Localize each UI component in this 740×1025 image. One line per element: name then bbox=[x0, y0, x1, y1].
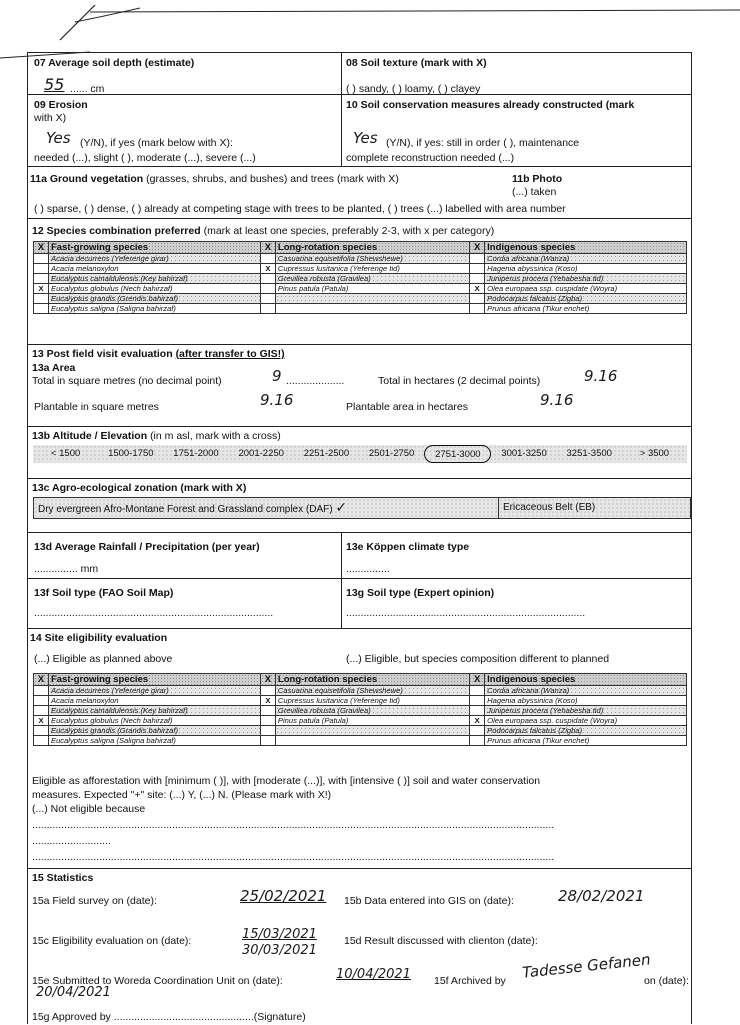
species14-species-long: Grevillea robusta (Gravilea) bbox=[275, 706, 469, 716]
s15e-value[interactable]: 10/04/2021 bbox=[336, 967, 411, 982]
s07-value[interactable]: 55 bbox=[44, 75, 65, 94]
species14-species-fast: Acacia melanoxylon bbox=[49, 696, 261, 706]
species12-species-long: Pinus patula (Patula) bbox=[275, 284, 469, 294]
s07-label: 07 Average soil depth (estimate) bbox=[34, 57, 195, 69]
s13a-plant-m2-label: Plantable in square metres bbox=[34, 401, 159, 413]
species14-species-indig: Juniperus procera (Yehabesha tid) bbox=[485, 706, 687, 716]
s14-dots-3[interactable]: ................................................................................................................................................................................... bbox=[32, 851, 555, 863]
species14-species-long: Casuarina equisetifolia (Shewshewe) bbox=[275, 686, 469, 696]
s10-line1: (Y/N), if yes: still in order ( ), maintenance bbox=[386, 137, 580, 149]
s10-label: 10 Soil conservation measures already constructed (mark bbox=[346, 99, 635, 111]
species12-row bbox=[34, 284, 687, 294]
species14-header-x-2: X bbox=[260, 674, 275, 686]
species14-species-fast: Acacia decurrens (Yeferenge girar) bbox=[49, 686, 261, 696]
row-14 bbox=[28, 628, 691, 869]
species12-mark-cell[interactable] bbox=[34, 264, 49, 274]
species14-species-long: Pinus patula (Patula) bbox=[275, 716, 469, 726]
species14-mark-cell[interactable]: X bbox=[260, 696, 275, 706]
s15a-label: 15a Field survey on (date): bbox=[32, 895, 157, 907]
s14-opt2[interactable]: (...) Eligible, but species composition different to planned bbox=[346, 653, 610, 665]
species14-species-fast: Eucalyptus saligna (Saligna bahirzaf) bbox=[49, 736, 261, 746]
species14-species-fast: Eucalyptus grandis (Grandis bahirzaf) bbox=[49, 726, 261, 736]
row-13a bbox=[28, 344, 691, 427]
species12-species-fast: Eucalyptus grandis (Grendis bahirzaf) bbox=[49, 294, 261, 304]
s15f-on: on (date): bbox=[644, 975, 689, 987]
altitude-option[interactable]: 2751-3000 bbox=[424, 445, 491, 463]
species14-mark-cell[interactable] bbox=[34, 696, 49, 706]
s13c-label: 13c Agro-ecological zonation (mark with X) bbox=[32, 482, 247, 494]
s15c-value2[interactable]: 30/03/2021 bbox=[242, 943, 317, 958]
s08-label: 08 Soil texture (mark with X) bbox=[346, 57, 487, 69]
dots: .................... bbox=[286, 375, 345, 387]
species12-species-long bbox=[275, 294, 469, 304]
species12-mark-cell[interactable]: X bbox=[34, 284, 49, 294]
species12-mark-cell[interactable] bbox=[260, 274, 275, 284]
species12-row bbox=[34, 304, 687, 314]
s14-afforest1: Eligible as afforestation with [minimum ( )], with [moderate (...)], with [intensive ( )] soil and water conservation bbox=[32, 775, 541, 787]
s13a-total-ha[interactable]: 9.16 bbox=[584, 367, 618, 385]
species12-species-fast: Eucalyptus globulus (Nech bahirzaf) bbox=[49, 284, 261, 294]
s12-heading: 12 Species combination preferred (mark at least one species, preferably 2-3, with x per category) bbox=[32, 225, 495, 237]
row-07-08 bbox=[28, 52, 691, 95]
species12-species-indig: Juniperus procera (Yehabesha tid) bbox=[485, 274, 687, 284]
s15e-value2[interactable]: 20/04/2021 bbox=[36, 985, 111, 1000]
row-13d-13e bbox=[28, 532, 691, 579]
altitude-option[interactable]: 2251-2500 bbox=[303, 448, 350, 459]
species12-species-indig: Cordia africana (Wanza) bbox=[485, 254, 687, 264]
species14-mark-cell[interactable] bbox=[470, 686, 485, 696]
species14-row bbox=[34, 716, 687, 726]
s13a-label: 13a Area bbox=[32, 362, 76, 374]
species12-species-fast: Acacia decurrens (Yeferenge girar) bbox=[49, 254, 261, 264]
s15d-label: 15d Result discussed with clienton (date): bbox=[344, 935, 538, 947]
s15c-label: 15c Eligibility evaluation on (date): bbox=[32, 935, 192, 947]
species14-species-long bbox=[275, 736, 469, 746]
s13d-label: 13d Average Rainfall / Precipitation (per year) bbox=[34, 541, 260, 553]
altitude-option[interactable]: 1500-1750 bbox=[108, 448, 154, 459]
species12-mark-cell[interactable] bbox=[470, 264, 485, 274]
s13a-plant-ha[interactable]: 9.16 bbox=[540, 391, 574, 409]
species14-row bbox=[34, 726, 687, 736]
row-13f-13g bbox=[28, 578, 691, 629]
s13d-value[interactable]: ............... mm bbox=[34, 563, 99, 575]
species14-header-x-4: X bbox=[470, 674, 485, 686]
s13b-heading: 13b Altitude / Elevation (in m asl, mark with a cross) bbox=[32, 430, 281, 442]
s13a-plant-ha-label: Plantable area in hectares bbox=[346, 401, 468, 413]
species12-species-fast: Eucalyptus camaldulensis (Key bahirzaf) bbox=[49, 274, 261, 284]
species14-mark-cell[interactable] bbox=[34, 686, 49, 696]
s15g-label: 15g Approved by ................................................(Signature) bbox=[32, 1011, 306, 1023]
species12-species-long: Grevillea robusta (Gravilea) bbox=[275, 274, 469, 284]
altitude-option[interactable]: 3001-3250 bbox=[501, 448, 547, 459]
altitude-option[interactable]: > 3500 bbox=[639, 448, 670, 459]
s09-line2: needed (...), slight ( ), moderate (...), severe (...) bbox=[34, 152, 256, 164]
s14-afforest2: measures. Expected "+" site: (...) Y, (...) N. (Please mark with X!) bbox=[32, 789, 332, 801]
s15f-label: 15f Archived by bbox=[434, 975, 506, 987]
s14-not-eligible[interactable]: (...) Not eligible because bbox=[32, 803, 146, 815]
species-table-14 bbox=[33, 673, 687, 746]
species-table-12 bbox=[33, 241, 687, 314]
species12-species-indig: Prunus africana (Tikur enchet) bbox=[485, 304, 687, 314]
altitude-ranges bbox=[33, 445, 687, 463]
zone-daf[interactable]: Dry evergreen Afro-Montane Forest and Grassland complex (DAF) ✓ bbox=[33, 497, 499, 519]
species14-species-indig: Prunus africana (Tikur enchet) bbox=[485, 736, 687, 746]
species14-species-long bbox=[275, 726, 469, 736]
species14-species-indig: Olea europaea ssp. cuspidate (Woyra) bbox=[485, 716, 687, 726]
s13e-label: 13e Köppen climate type bbox=[346, 541, 470, 553]
species12-header-indig: Indigenous species bbox=[485, 242, 687, 254]
s13-heading: 13 Post field visit evaluation (after transfer to GIS!) bbox=[32, 348, 285, 360]
species14-mark-cell[interactable] bbox=[470, 736, 485, 746]
species12-mark-cell[interactable] bbox=[260, 304, 275, 314]
species12-mark-cell[interactable] bbox=[470, 294, 485, 304]
s11a-options[interactable]: ( ) sparse, ( ) dense, ( ) already at competing stage with trees to be planted, ( ) trees (...) labelled with area number bbox=[34, 203, 566, 215]
species12-mark-cell[interactable] bbox=[34, 304, 49, 314]
species14-header-x-0: X bbox=[34, 674, 49, 686]
row-15 bbox=[28, 868, 691, 1025]
species12-mark-cell[interactable] bbox=[470, 254, 485, 264]
row-09-10 bbox=[28, 94, 691, 167]
species14-mark-cell[interactable] bbox=[260, 706, 275, 716]
s15b-label: 15b Data entered into GIS on (date): bbox=[344, 895, 514, 907]
species14-mark-cell[interactable] bbox=[34, 736, 49, 746]
altitude-option[interactable]: 1751-2000 bbox=[173, 448, 219, 459]
species14-species-indig: Hagenia abyssinica (Koso) bbox=[485, 696, 687, 706]
s13a-total-m2[interactable]: 9 bbox=[272, 367, 282, 385]
species12-row bbox=[34, 264, 687, 274]
species12-mark-cell[interactable] bbox=[34, 294, 49, 304]
top-scribble-marks bbox=[0, 0, 740, 60]
s10-value[interactable]: Yes bbox=[353, 129, 378, 147]
species14-mark-cell[interactable]: X bbox=[34, 716, 49, 726]
altitude-option[interactable]: < 1500 bbox=[50, 448, 81, 459]
s09-with-x: with X) bbox=[34, 112, 67, 124]
s15-label: 15 Statistics bbox=[32, 872, 94, 884]
species14-species-fast: Eucalyptus camaldulensis (Key bahirzaf) bbox=[49, 706, 261, 716]
species14-mark-cell[interactable] bbox=[260, 686, 275, 696]
species12-row bbox=[34, 254, 687, 264]
s11a-heading: 11a Ground vegetation (grasses, shrubs, and bushes) and trees (mark with X) bbox=[30, 173, 399, 185]
row-13b bbox=[28, 426, 691, 479]
s15e-label: 15e Submitted to Woreda Coordination Unit on (date): bbox=[32, 975, 283, 987]
species14-mark-cell[interactable] bbox=[260, 736, 275, 746]
s09-value[interactable]: Yes bbox=[46, 129, 71, 147]
s14-opt1[interactable]: (...) Eligible as planned above bbox=[34, 653, 173, 665]
species12-mark-cell[interactable] bbox=[260, 294, 275, 304]
species14-mark-cell[interactable] bbox=[470, 706, 485, 716]
altitude-option[interactable]: 2001-2250 bbox=[238, 448, 284, 459]
s11b-label: 11b Photo bbox=[512, 173, 563, 185]
species14-header-long: Long-rotation species bbox=[275, 674, 469, 686]
species12-mark-cell[interactable] bbox=[470, 304, 485, 314]
species12-mark-cell[interactable]: X bbox=[470, 284, 485, 294]
species12-header-x-4: X bbox=[470, 242, 485, 254]
species14-species-indig: Podocarpus falcatus (Zigba) bbox=[485, 726, 687, 736]
row-13c bbox=[28, 478, 691, 533]
row-12 bbox=[28, 218, 691, 345]
s15a-value[interactable]: 25/02/2021 bbox=[240, 887, 327, 905]
zone-eb[interactable]: Ericaceous Belt (EB) bbox=[498, 497, 691, 519]
s13g-dots[interactable]: .................................................................................. bbox=[346, 607, 586, 619]
s14-label: 14 Site eligibility evaluation bbox=[30, 632, 168, 644]
species14-mark-cell[interactable]: X bbox=[470, 716, 485, 726]
s09-label: 09 Erosion bbox=[34, 99, 88, 111]
s13g-label: 13g Soil type (Expert opinion) bbox=[346, 587, 495, 599]
species12-mark-cell[interactable] bbox=[470, 274, 485, 284]
species14-row bbox=[34, 736, 687, 746]
species12-header-x-2: X bbox=[260, 242, 275, 254]
species12-species-indig: Olea europaea ssp. cuspidate (Woyra) bbox=[485, 284, 687, 294]
s13a-plant-m2[interactable]: 9.16 bbox=[260, 391, 294, 409]
species14-mark-cell[interactable] bbox=[470, 726, 485, 736]
s08-options[interactable]: ( ) sandy, ( ) loamy, ( ) clayey bbox=[346, 83, 481, 95]
species12-header-fast: Fast-growing species bbox=[49, 242, 261, 254]
species14-row bbox=[34, 696, 687, 706]
s10-line2: complete reconstruction needed (...) bbox=[346, 152, 515, 164]
species14-header-indig: Indigenous species bbox=[485, 674, 687, 686]
s13e-value[interactable]: ............... bbox=[346, 563, 390, 575]
s14-dots-1[interactable]: ................................................................................................................................................................................... bbox=[32, 819, 555, 831]
species14-mark-cell[interactable] bbox=[34, 706, 49, 716]
species14-mark-cell[interactable] bbox=[470, 696, 485, 706]
s07-unit: ...... cm bbox=[70, 83, 105, 95]
s13f-label: 13f Soil type (FAO Soil Map) bbox=[34, 587, 174, 599]
species12-species-fast: Eucalyptus saligna (Saligna bahirzaf) bbox=[49, 304, 261, 314]
species12-species-fast: Acacia melanoxylon bbox=[49, 264, 261, 274]
species14-mark-cell[interactable] bbox=[260, 726, 275, 736]
species14-row bbox=[34, 686, 687, 696]
species12-mark-cell[interactable]: X bbox=[260, 264, 275, 274]
form-page bbox=[27, 52, 692, 1024]
species12-row bbox=[34, 294, 687, 304]
altitude-option[interactable]: 2501-2750 bbox=[368, 448, 415, 459]
species12-header-long: Long-rotation species bbox=[275, 242, 469, 254]
species12-mark-cell[interactable] bbox=[34, 254, 49, 264]
species12-mark-cell[interactable] bbox=[260, 284, 275, 294]
s13f-dots[interactable]: .................................................................................. bbox=[34, 607, 274, 619]
s14-dots-2[interactable]: ........................... bbox=[32, 835, 111, 847]
species14-species-long: Cupressus lusitanica (Yeferenge tid) bbox=[275, 696, 469, 706]
species12-row bbox=[34, 274, 687, 284]
species12-species-long: Casuarina equisetifolia (Shewshewe) bbox=[275, 254, 469, 264]
species12-mark-cell[interactable] bbox=[34, 274, 49, 284]
row-11 bbox=[28, 166, 691, 219]
s15b-value[interactable]: 28/02/2021 bbox=[558, 887, 645, 905]
s15f-value[interactable]: Tadesse Gefanen bbox=[521, 950, 652, 982]
species14-row bbox=[34, 706, 687, 716]
s13a-total-m2-label: Total in square metres (no decimal point) bbox=[32, 375, 222, 387]
s11b-taken[interactable]: (...) taken bbox=[512, 186, 557, 198]
species14-species-indig: Cordia africana (Wanza) bbox=[485, 686, 687, 696]
species14-species-fast: Eucalyptus globulus (Nech bahirzaf) bbox=[49, 716, 261, 726]
species12-header-x-0: X bbox=[34, 242, 49, 254]
s13a-total-ha-label: Total in hectares (2 decimal points) bbox=[378, 375, 541, 387]
species12-mark-cell[interactable] bbox=[260, 254, 275, 264]
species14-mark-cell[interactable] bbox=[260, 716, 275, 726]
species12-species-long: Cupressus lusitanica (Yeferenge tid) bbox=[275, 264, 469, 274]
species12-species-long bbox=[275, 304, 469, 314]
species14-header-fast: Fast-growing species bbox=[49, 674, 261, 686]
species14-mark-cell[interactable] bbox=[34, 726, 49, 736]
species12-species-indig: Hagenia abyssinica (Koso) bbox=[485, 264, 687, 274]
altitude-option[interactable]: 3251-3500 bbox=[566, 448, 612, 459]
s09-line1: (Y/N), if yes (mark below with X): bbox=[80, 137, 233, 149]
species12-species-indig: Podocarpus falcatus (Zigba) bbox=[485, 294, 687, 304]
s15c-value[interactable]: 15/03/2021 bbox=[242, 927, 317, 942]
